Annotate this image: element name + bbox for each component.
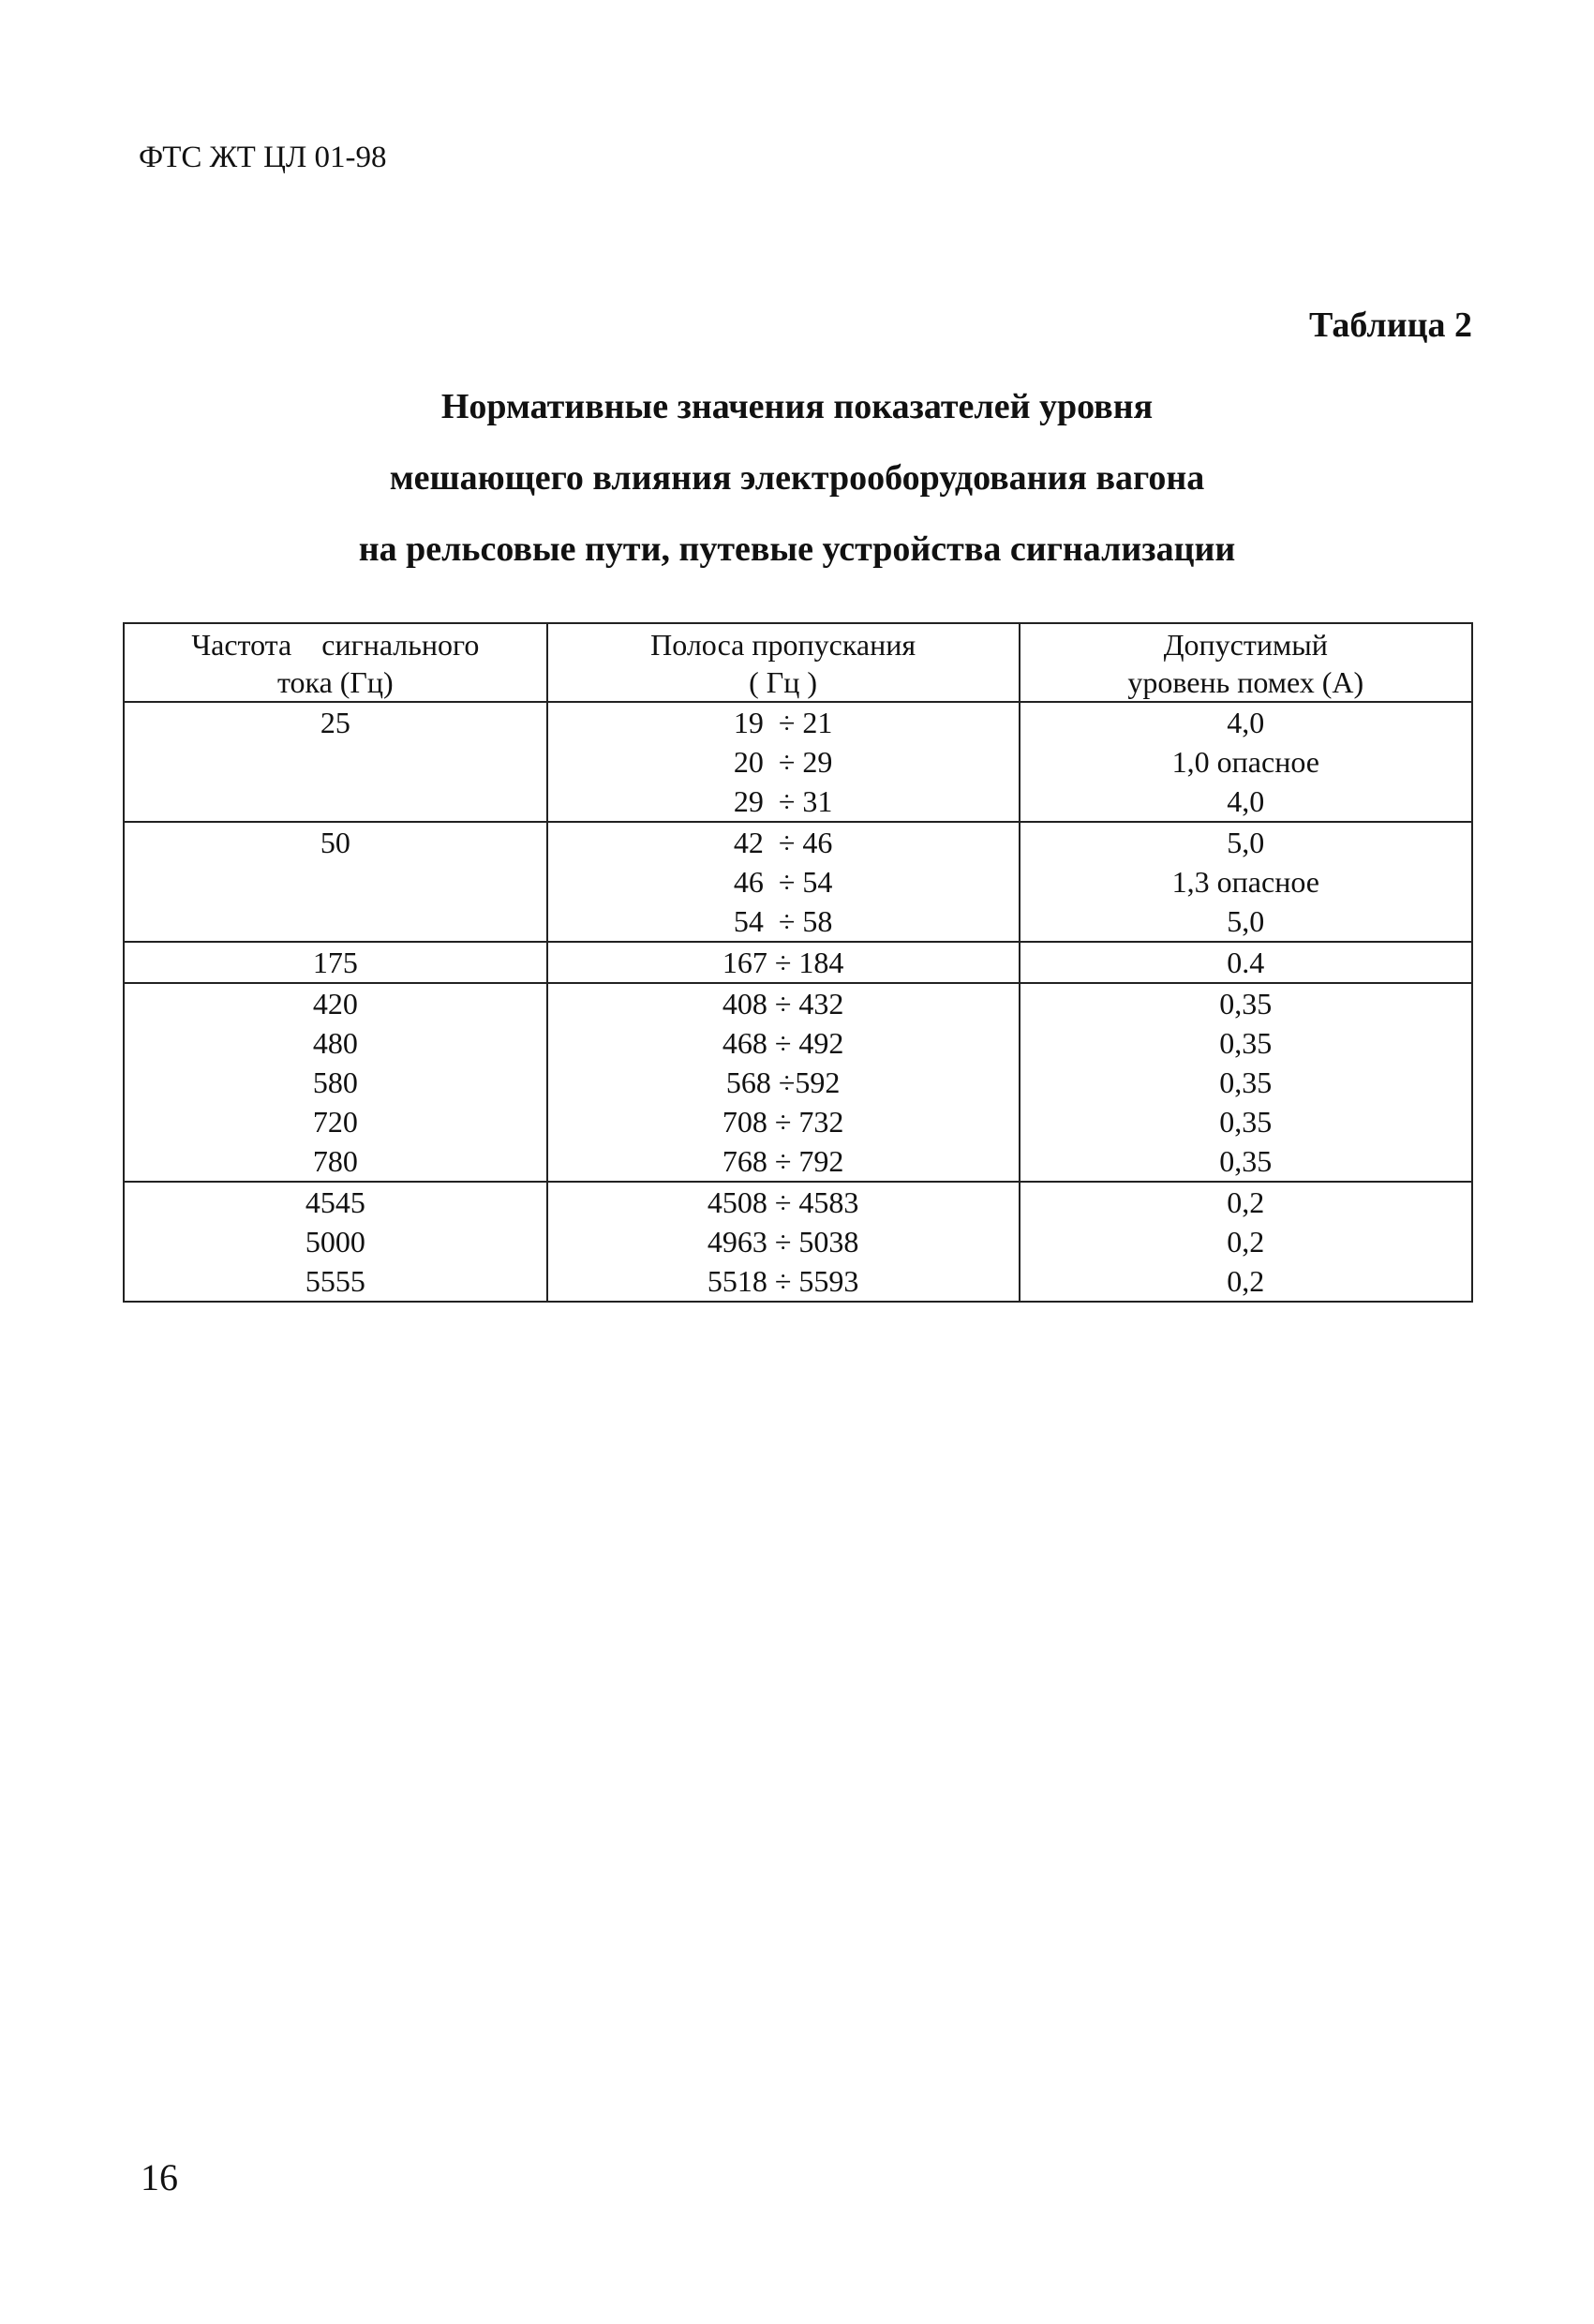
table-row — [124, 942, 1472, 983]
title-line: мешающего влияния электрооборудования вагона — [389, 458, 1205, 498]
title-line: Нормативные значения показателей уровня — [440, 387, 1154, 426]
title-line: на рельсовые пути, путевые устройства сигнализации — [358, 529, 1236, 569]
passband-value: 5518 ÷ 5593 — [707, 1264, 859, 1298]
frequency-value: 720 — [312, 1105, 358, 1139]
frequency-value: 4545 — [305, 1185, 365, 1219]
passband-value: 408 ÷ 432 — [722, 987, 844, 1020]
header-line: Допустимый — [1163, 628, 1328, 662]
noise-level-value: 1,3 опасное — [1171, 865, 1319, 899]
frequency-value: 5000 — [305, 1225, 365, 1259]
header-passband — [547, 623, 1020, 702]
header-line: ( Гц ) — [749, 665, 818, 699]
frequency-value: 50 — [320, 826, 350, 859]
passband-cell — [547, 702, 1020, 822]
frequency-cell — [124, 1182, 547, 1302]
passband-value: 568 ÷592 — [725, 1065, 841, 1099]
header-line: тока (Гц) — [276, 665, 394, 699]
passband-value: 4508 ÷ 4583 — [707, 1185, 859, 1219]
header-line: Частота сигнального — [191, 628, 480, 662]
table-label: Таблица 2 — [1308, 305, 1472, 345]
noise-level-value: 0,35 — [1219, 1144, 1273, 1178]
header-line: уровень помех (А) — [1127, 665, 1364, 699]
passband-value: 20 ÷ 29 — [733, 745, 833, 779]
table-row — [124, 983, 1472, 1182]
passband-value: 468 ÷ 492 — [722, 1026, 844, 1060]
frequency-value: 5555 — [305, 1264, 365, 1298]
passband-value: 42 ÷ 46 — [733, 826, 833, 859]
passband-cell — [547, 822, 1020, 942]
table-row — [124, 822, 1472, 942]
passband-value: 768 ÷ 792 — [722, 1144, 844, 1178]
frequency-cell — [124, 942, 547, 983]
page-number: 16 — [141, 2156, 178, 2198]
passband-value: 167 ÷ 184 — [722, 946, 844, 979]
table-row — [124, 702, 1472, 822]
passband-value: 19 ÷ 21 — [733, 706, 833, 739]
noise-level-cell — [1020, 942, 1472, 983]
header-line: Полоса пропускания — [650, 628, 916, 662]
noise-level-cell — [1020, 822, 1472, 942]
noise-level-value: 0,35 — [1219, 1065, 1273, 1099]
frequency-value: 780 — [312, 1144, 358, 1178]
noise-level-value: 0,2 — [1227, 1264, 1265, 1298]
frequency-cell — [124, 702, 547, 822]
frequency-value: 175 — [312, 946, 358, 979]
noise-level-value: 0,35 — [1219, 1105, 1273, 1139]
noise-level-cell — [1020, 983, 1472, 1182]
noise-level-value: 0,2 — [1227, 1225, 1265, 1259]
passband-cell — [547, 983, 1020, 1182]
noise-level-value: 5,0 — [1227, 904, 1265, 938]
noise-level-value: 0,35 — [1219, 987, 1273, 1020]
passband-value: 29 ÷ 31 — [733, 784, 833, 818]
passband-cell — [547, 942, 1020, 983]
noise-level-value: 1,0 опасное — [1171, 745, 1319, 779]
header-allowed-noise-level — [1020, 623, 1472, 702]
noise-level-cell — [1020, 1182, 1472, 1302]
frequency-value: 580 — [312, 1065, 358, 1099]
passband-value: 708 ÷ 732 — [722, 1105, 844, 1139]
table-title — [0, 371, 1594, 585]
frequency-cell — [124, 983, 547, 1182]
noise-level-value: 0,35 — [1219, 1026, 1273, 1060]
noise-level-value: 5,0 — [1227, 826, 1265, 859]
frequency-value: 480 — [312, 1026, 358, 1060]
noise-level-value: 4,0 — [1227, 784, 1265, 818]
noise-level-cell — [1020, 702, 1472, 822]
passband-value: 46 ÷ 54 — [733, 865, 833, 899]
passband-value: 54 ÷ 58 — [733, 904, 833, 938]
header-signal-frequency — [124, 623, 547, 702]
noise-level-value: 0,2 — [1227, 1185, 1265, 1219]
passband-value: 4963 ÷ 5038 — [707, 1225, 859, 1259]
document-code: ФТС ЖТ ЦЛ 01-98 — [139, 141, 387, 174]
frequency-cell — [124, 822, 547, 942]
passband-cell — [547, 1182, 1020, 1302]
norms-table — [123, 622, 1473, 1303]
frequency-value: 25 — [320, 706, 350, 739]
table-row — [124, 1182, 1472, 1302]
noise-level-value: 0.4 — [1227, 946, 1265, 979]
noise-level-value: 4,0 — [1227, 706, 1265, 739]
frequency-value: 420 — [312, 987, 358, 1020]
table-header-row — [124, 623, 1472, 702]
